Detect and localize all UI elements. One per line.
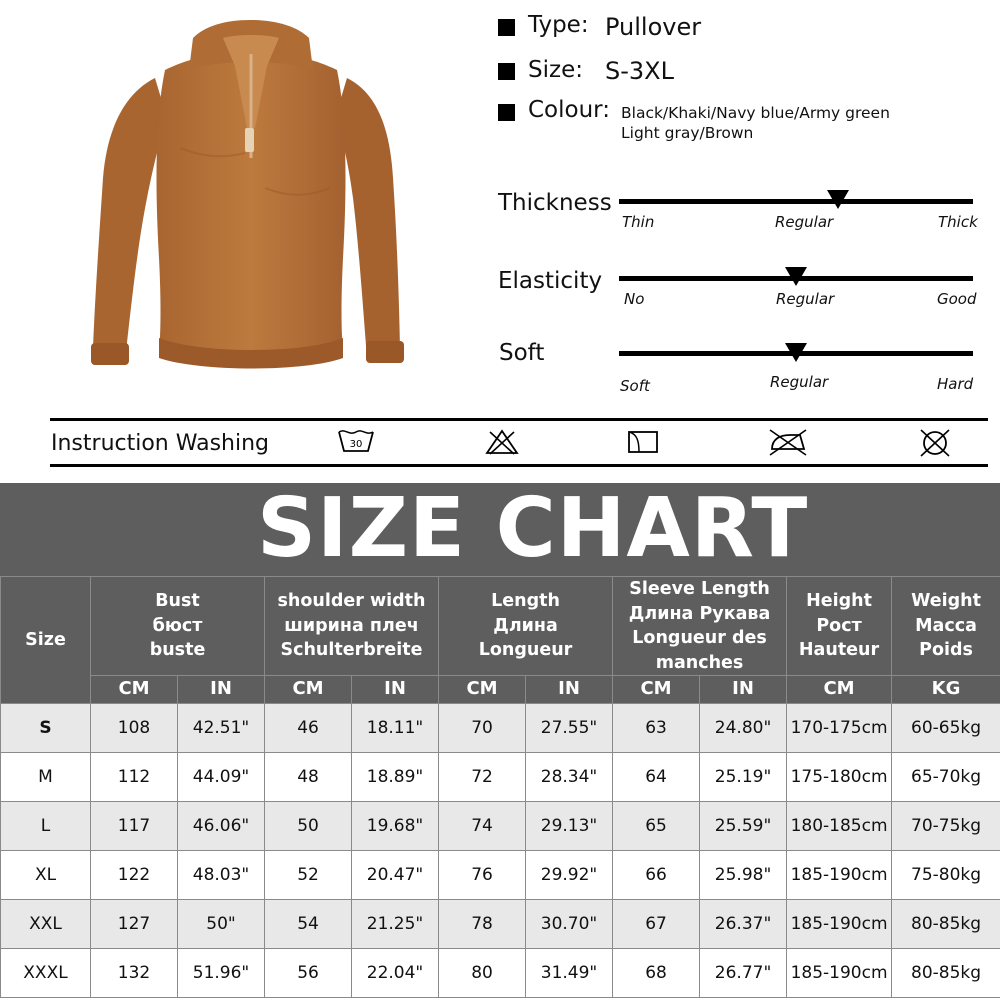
table-cell: 70 [439, 704, 526, 753]
table-cell: 26.37" [700, 900, 787, 949]
table-cell: 27.55" [526, 704, 613, 753]
table-cell: 80-85kg [892, 900, 1000, 949]
table-cell: 46 [265, 704, 352, 753]
table-cell: 80 [439, 949, 526, 998]
table-cell: 65-70kg [892, 753, 1000, 802]
soft-marker-icon [785, 343, 807, 362]
table-cell: 29.13" [526, 802, 613, 851]
size-cell: XXXL [1, 949, 91, 998]
table-cell: 112 [91, 753, 178, 802]
bust-header: Bust бюст buste [91, 577, 265, 676]
table-cell: 50" [178, 900, 265, 949]
table-cell: 185-190cm [787, 949, 892, 998]
table-cell: 80-85kg [892, 949, 1000, 998]
washing-top-rule [50, 418, 988, 421]
product-image [85, 8, 415, 393]
table-cell: 52 [265, 851, 352, 900]
size-chart-title: SIZE CHART [257, 481, 809, 576]
length-header: Length Длина Longueur [439, 577, 613, 676]
table-cell: 19.68" [352, 802, 439, 851]
size-cell: S [1, 704, 91, 753]
table-cell: 28.34" [526, 753, 613, 802]
unit-header: IN [352, 676, 439, 704]
size-bullet-icon [498, 63, 515, 80]
table-cell: 51.96" [178, 949, 265, 998]
table-row [1, 704, 1000, 753]
table-cell: 74 [439, 802, 526, 851]
thickness-left-label: Thin [622, 213, 655, 231]
table-cell: 54 [265, 900, 352, 949]
table-cell: 29.92" [526, 851, 613, 900]
elasticity-title: Elasticity [498, 268, 603, 294]
table-cell: 75-80kg [892, 851, 1000, 900]
table-cell: 170-175cm [787, 704, 892, 753]
colour-label: Colour: [528, 97, 610, 123]
table-cell: 117 [91, 802, 178, 851]
table-cell: 20.47" [352, 851, 439, 900]
thickness-title: Thickness [498, 190, 612, 216]
table-cell: 48 [265, 753, 352, 802]
size-chart-banner [0, 483, 1000, 576]
thickness-right-label: Thick [938, 213, 978, 231]
size-cell: XL [1, 851, 91, 900]
table-cell: 24.80" [700, 704, 787, 753]
washing-bottom-rule [50, 464, 988, 467]
table-cell: 60-65kg [892, 704, 1000, 753]
thickness-marker-icon [827, 190, 849, 209]
shoulder-header: shoulder width ширина плеч Schulterbreite [265, 577, 439, 676]
unit-header: IN [526, 676, 613, 704]
table-cell: 67 [613, 900, 700, 949]
header-row [1, 577, 1000, 676]
sleeve-header: Sleeve Length Длина Рукава Longueur des manches [613, 577, 787, 676]
table-cell: 46.06" [178, 802, 265, 851]
elasticity-mid-label: Regular [776, 290, 835, 308]
type-label: Type: [528, 12, 589, 38]
table-cell: 48.03" [178, 851, 265, 900]
elasticity-marker-icon [785, 267, 807, 286]
table-cell: 25.19" [700, 753, 787, 802]
wash-temp-label: 30 [349, 439, 363, 450]
table-cell: 180-185cm [787, 802, 892, 851]
table-cell: 31.49" [526, 949, 613, 998]
do-not-dry-clean-icon [916, 428, 954, 458]
unit-header: KG [892, 676, 1000, 704]
table-cell: 30.70" [526, 900, 613, 949]
weight-header: Weight Macca Poids [892, 577, 1000, 676]
table-cell: 26.77" [700, 949, 787, 998]
type-value: Pullover [605, 13, 702, 41]
table-cell: 185-190cm [787, 851, 892, 900]
table-cell: 127 [91, 900, 178, 949]
size-cell: L [1, 802, 91, 851]
unit-header: CM [91, 676, 178, 704]
size-value: S-3XL [605, 57, 674, 85]
table-cell: 78 [439, 900, 526, 949]
washing-title: Instruction Washing [51, 431, 269, 456]
table-cell: 70-75kg [892, 802, 1000, 851]
table-cell: 42.51" [178, 704, 265, 753]
table-row [1, 802, 1000, 851]
table-cell: 185-190cm [787, 900, 892, 949]
table-cell: 68 [613, 949, 700, 998]
colour-bullet-icon [498, 104, 515, 121]
size-chart-body [1, 704, 1000, 998]
table-cell: 18.89" [352, 753, 439, 802]
do-not-iron-icon [766, 427, 810, 457]
size-label: Size: [528, 57, 583, 83]
unit-row [1, 676, 1000, 704]
soft-right-label: Hard [937, 375, 974, 393]
table-row [1, 851, 1000, 900]
thickness-mid-label: Regular [775, 213, 834, 231]
soft-title: Soft [499, 340, 545, 366]
table-row [1, 949, 1000, 998]
soft-left-label: Soft [620, 377, 650, 395]
unit-header: IN [700, 676, 787, 704]
unit-header: IN [178, 676, 265, 704]
unit-header: CM [613, 676, 700, 704]
do-not-bleach-icon [484, 428, 520, 456]
table-cell: 66 [613, 851, 700, 900]
thickness-scale [619, 199, 973, 204]
table-cell: 175-180cm [787, 753, 892, 802]
table-cell: 18.11" [352, 704, 439, 753]
table-cell: 63 [613, 704, 700, 753]
table-cell: 132 [91, 949, 178, 998]
table-cell: 21.25" [352, 900, 439, 949]
table-cell: 122 [91, 851, 178, 900]
colour-value-line2: Light gray/Brown [621, 124, 754, 142]
wash-30-icon [337, 427, 375, 455]
unit-header: CM [787, 676, 892, 704]
table-cell: 64 [613, 753, 700, 802]
size-header: Size [1, 577, 91, 704]
table-cell: 65 [613, 802, 700, 851]
size-cell: M [1, 753, 91, 802]
table-cell: 50 [265, 802, 352, 851]
size-cell: XXL [1, 900, 91, 949]
table-cell: 44.09" [178, 753, 265, 802]
table-cell: 76 [439, 851, 526, 900]
soft-mid-label: Regular [770, 373, 829, 391]
unit-header: CM [265, 676, 352, 704]
table-cell: 72 [439, 753, 526, 802]
colour-value-line1: Black/Khaki/Navy blue/Army green [621, 104, 890, 122]
table-cell: 108 [91, 704, 178, 753]
table-row [1, 753, 1000, 802]
tumble-dry-icon [627, 429, 659, 455]
height-header: Height Рост Hauteur [787, 577, 892, 676]
table-cell: 56 [265, 949, 352, 998]
table-cell: 25.98" [700, 851, 787, 900]
type-bullet-icon [498, 19, 515, 36]
size-chart-table [0, 576, 1000, 998]
table-row [1, 900, 1000, 949]
unit-header: CM [439, 676, 526, 704]
table-cell: 22.04" [352, 949, 439, 998]
elasticity-left-label: No [624, 290, 645, 308]
table-cell: 25.59" [700, 802, 787, 851]
elasticity-right-label: Good [937, 290, 977, 308]
